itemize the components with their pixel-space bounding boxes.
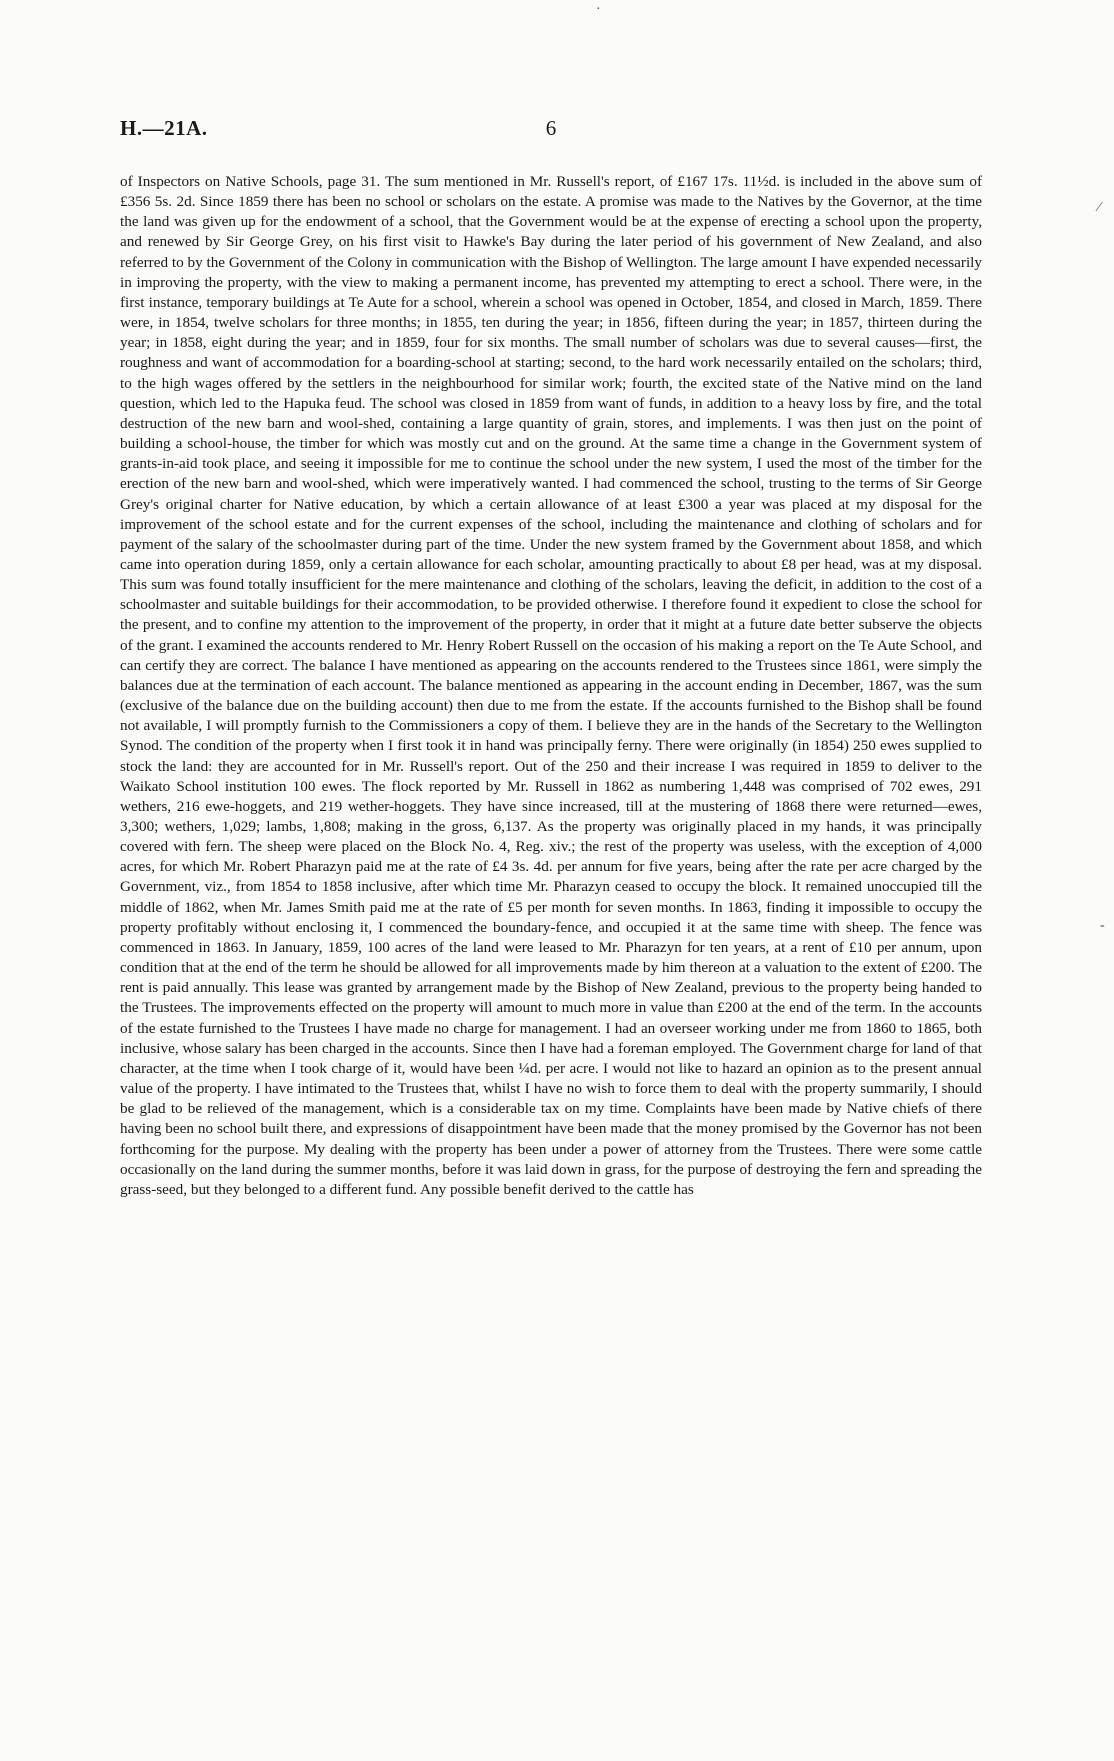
- scan-mark: ⁄: [1098, 200, 1101, 215]
- scan-mark: -: [1100, 918, 1105, 933]
- scan-mark: ·: [596, 2, 601, 17]
- body-paragraph: of Inspectors on Native Schools, page 31. The sum mentioned in Mr. Russell's report, of £167 17s. 11½d. is included in the above sum of £356 5s. 2d. Since 1859 there has been no school or scholars on the estate. A promise was made to the Natives by the Governor, at the time the land was given up for the endowment of a school, that the Government would be at the expense of erecting a school upon the property, and renewed by Sir George Grey, on his first visit to Hawke's Bay during the later period of his government of New Zealand, and also referred to by the Government of the Colony in communication with the Bishop of Wellington. The large amount I have expended necessarily in improving the property, with the view to making a permanent income, has prevented my attempting to erect a school. There were, in the first instance, temporary buildings at Te Aute for a school, wherein a school was opened in October, 1854, and closed in March, 1859. There were, in 1854, twelve scholars for three months; in 1855, ten during the year; in 1856, fifteen during the year; in 1857, thirteen during the year; in 1858, eight during the year; and in 1859, four for six months. The small number of scholars was due to several causes—first, the roughness and want of accommodation for a boarding-school at starting; second, to the hard work necessarily entailed on the scholars; third, to the high wages offered by the settlers in the neighbourhood for similar work; fourth, the excited state of the Native mind on the land question, which led to the Hapuka feud. The school was closed in 1859 from want of funds, in addition to a heavy loss by fire, and the total destruction of the new barn and wool-shed, containing a large quantity of grain, stores, and implements. I was then just on the point of building a school-house, the timber for which was mostly cut and on the ground. At the same time a change in the Government system of grants-in-aid took place, and seeing it impossible for me to continue the school under the new system, I used the most of the timber for the erection of the new barn and wool-shed, which were imperatively wanted. I had commenced the school, trusting to the terms of Sir George Grey's original charter for Native education, by which a certain allowance of at least £300 a year was placed at my disposal for the improvement of the school estate and for the current expenses of the school, including the maintenance and clothing of scholars and for payment of the salary of the schoolmaster during part of the time. Under the new system framed by the Government about 1858, and which came into operation during 1859, only a certain allowance for each scholar, amounting practically to about £8 per head, was at my disposal. This sum was found totally insufficient for the mere maintenance and clothing of the scholars, leaving the deficit, in addition to the cost of a schoolmaster and suitable buildings for their accommodation, to be provided otherwise. I therefore found it expedient to close the school for the present, and to confine my attention to the improvement of the property, in order that it might at a future date better subserve the objects of the grant. I examined the accounts rendered to Mr. Henry Robert Russell on the occasion of his making a report on the Te Aute School, and can certify they are correct. The balance I have mentioned as appearing on the accounts rendered to the Trustees since 1861, were simply the balances due at the termination of each account. The balance mentioned as appearing in the account ending in December, 1867, was the sum (exclusive of the balance due on the building account) then due to me from the estate. If the accounts furnished to the Bishop shall be found not available, I will promptly furnish to the Commissioners a copy of them. I believe they are in the hands of the Secretary to the Wellington Synod. The condition of the property when I first took it in hand was principally ferny. There were originally (in 1854) 250 ewes supplied to stock the land: they are accounted for in Mr. Russell's report. Out of the 250 and their increase I was required in 1859 to deliver to the Waikato School institution 100 ewes. The flock reported by Mr. Russell in 1862 as numbering 1,448 was comprised of 702 ewes, 291 wethers, 216 ewe-hoggets, and 219 wether-hoggets. They have since increased, till at the mustering of 1868 there were returned—ewes, 3,300; wethers, 1,029; lambs, 1,808; making in the gross, 6,137. As the property was originally placed in my hands, it was principally covered with fern. The sheep were placed on the Block No. 4, Reg. xiv.; the rest of the property was useless, with the exception of 4,000 acres, for which Mr. Robert Pharazyn paid me at the rate of £4 3s. 4d. per annum for five years, being after the rate per acre charged by the Government, viz., from 1854 to 1858 inclusive, after which time Mr. Pharazyn ceased to occupy the block. It remained unoccupied till the middle of 1862, when Mr. James Smith paid me at the rate of £5 per month for seven months. In 1863, finding it impossible to occupy the property profitably without enclosing it, I commenced the boundary-fence, and occupied it at the same time with sheep. The fence was commenced in 1863. In January, 1859, 100 acres of the land were leased to Mr. Pharazyn for ten years, at a rent of £10 per annum, upon condition that at the end of the term he should be allowed for all improvements made by him thereon at a valuation to the extent of £200. The rent is paid annually. This lease was granted by arrangement made by the Bishop of New Zealand, previous to the property being handed to the Trustees. The improvements effected on the property will amount to much more in value than £200 at the end of the term. In the accounts of the estate furnished to the Trustees I have made no charge for management. I had an overseer working under me from 1860 to 1865, both inclusive, whose salary has been charged in the accounts. Since then I have had a foreman employed. The Government charge for land of that character, at the time when I took charge of it, would have been ¼d. per acre. I would not like to hazard an opinion as to the present annual value of the property. I have intimated to the Trustees that, whilst I have no wish to force them to deal with the property summarily, I should be glad to be relieved of the management, which is a considerable tax on my time. Complaints have been made by Native chiefs of there having been no school built there, and expressions of disappointment have been made that the money promised by the Governor has not been forthcoming for the purpose. My dealing with the property has been under a power of attorney from the Trustees. There were some cattle occasionally on the land during the summer months, before it was laid down in grass, for the purpose of destroying the fern and spreading the grass-seed, but they belonged to a different fund. Any possible benefit derived to the cattle has: [120, 173, 983, 1198]
- document-reference: H.—21A.: [120, 116, 208, 140]
- page-header: [120, 116, 982, 148]
- page-number: 6: [545, 116, 557, 140]
